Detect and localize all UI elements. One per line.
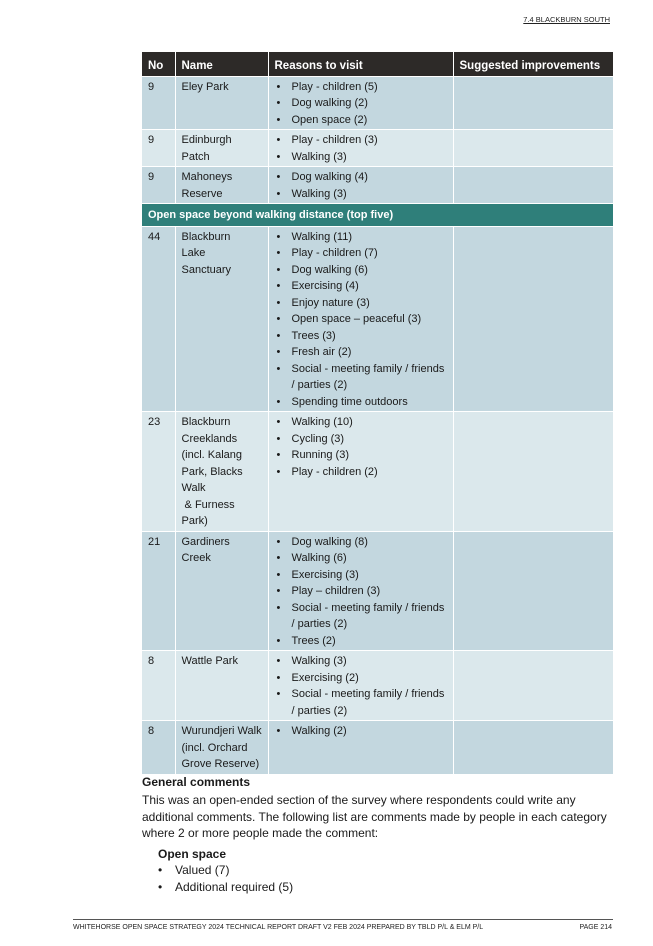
table-row <box>142 226 613 412</box>
site-name-line: Eley Park <box>181 80 229 93</box>
site-name-line: & Furness <box>181 498 235 511</box>
section-reference: 7.4 BLACKBURN SOUTH <box>523 15 610 24</box>
general-comments-heading: General comments <box>142 775 251 789</box>
footer-page-number: PAGE 214 <box>579 924 612 931</box>
reason-item: • Spending time outdoors <box>286 394 447 411</box>
reason-item: • Walking (11) <box>286 229 447 246</box>
reasons-list <box>275 414 447 480</box>
reason-item: • Walking (2) <box>286 723 447 740</box>
improvements-cell <box>453 76 613 130</box>
table-row <box>142 412 613 532</box>
reason-item: • Dog walking (2) <box>286 95 447 112</box>
site-name <box>175 130 268 167</box>
site-name <box>175 651 268 721</box>
reason-item: • Walking (3) <box>286 186 447 203</box>
site-name <box>175 226 268 412</box>
table-row <box>142 651 613 721</box>
reason-item: • Trees (2) <box>286 633 447 650</box>
reason-item: • Exercising (3) <box>286 567 447 584</box>
reason-item: • Cycling (3) <box>286 431 447 448</box>
list-item: • Valued (7) <box>158 862 293 879</box>
improvements-cell <box>453 412 613 532</box>
reason-item: • Enjoy nature (3) <box>286 295 447 312</box>
section-title: Open space beyond walking distance (top five) <box>142 204 613 227</box>
reasons-list <box>275 723 447 740</box>
general-comments-body: This was an open-ended section of the survey where respondents could write any additional comments. The following list are comments made by people in each category where 2 or more people made the comment: <box>142 793 607 840</box>
reason-item: • Play - children (2) <box>286 464 447 481</box>
site-name <box>175 167 268 204</box>
reason-item: • Social - meeting family / friends / parties (2) <box>286 600 447 633</box>
site-name-line: (incl. Kalang <box>181 449 243 461</box>
site-number: 8 <box>142 721 175 774</box>
improvements-cell <box>453 167 613 204</box>
site-name-line: Wurundjeri Walk <box>181 725 262 737</box>
site-name-line: Creeklands <box>181 432 238 445</box>
site-name <box>175 412 268 532</box>
site-name-line: (incl. Orchard <box>181 741 248 754</box>
site-name-line: Edinburgh <box>181 134 232 146</box>
col-header-reasons: Reasons to visit <box>268 52 453 76</box>
reasons-cell <box>268 226 453 412</box>
reason-item: • Dog walking (6) <box>286 262 447 279</box>
table-row <box>142 76 613 130</box>
reasons-cell <box>268 531 453 651</box>
open-space-heading: Open space <box>158 847 227 861</box>
site-number: 9 <box>142 76 175 130</box>
reasons-list <box>275 79 447 129</box>
reason-item: • Play - children (5) <box>286 79 447 96</box>
improvements-cell <box>453 531 613 651</box>
list-item: • Additional required (5) <box>158 879 293 896</box>
site-name <box>175 76 268 130</box>
reason-item: • Play - children (7) <box>286 245 447 262</box>
reason-item: • Dog walking (4) <box>286 169 447 186</box>
site-name-line: Park) <box>181 515 208 527</box>
site-name-line: Wattle Park <box>181 655 238 667</box>
reason-item: • Open space (2) <box>286 112 447 129</box>
reason-item: • Walking (10) <box>286 414 447 431</box>
table-row <box>142 531 613 651</box>
reasons-cell <box>268 167 453 204</box>
col-header-name: Name <box>175 52 268 76</box>
site-name-line: Patch <box>181 150 210 163</box>
reason-item: • Walking (6) <box>286 550 447 567</box>
site-name-line: Sanctuary <box>181 263 232 276</box>
reason-item: • Exercising (2) <box>286 670 447 687</box>
reason-item: • Social - meeting family / friends / parties (2) <box>286 686 447 719</box>
table-row <box>142 167 613 204</box>
reasons-cell <box>268 721 453 774</box>
reason-item: • Walking (3) <box>286 653 447 670</box>
reason-item: • Open space – peaceful (3) <box>286 311 447 328</box>
site-name-line: Walk <box>181 482 206 494</box>
site-number: 8 <box>142 651 175 721</box>
site-name-line: Mahoneys <box>181 171 233 183</box>
reason-item: • Trees (3) <box>286 328 447 345</box>
reason-item: • Dog walking (8) <box>286 534 447 551</box>
reasons-cell <box>268 651 453 721</box>
site-name-line: Creek <box>181 552 211 564</box>
improvements-cell <box>453 651 613 721</box>
improvements-cell <box>453 130 613 167</box>
reason-item: • Running (3) <box>286 447 447 464</box>
table-body <box>142 76 613 774</box>
site-number: 44 <box>142 226 175 412</box>
col-header-improvements: Suggested improvements <box>453 52 613 76</box>
col-header-no: No <box>142 52 175 76</box>
reasons-list <box>275 653 447 719</box>
site-name-line: Lake <box>181 247 206 259</box>
reasons-list <box>275 132 447 165</box>
reason-item: • Walking (3) <box>286 149 447 166</box>
section-row <box>142 204 613 227</box>
reason-item: • Exercising (4) <box>286 278 447 295</box>
visit-reasons-table <box>142 52 613 774</box>
site-number: 23 <box>142 412 175 532</box>
site-number: 21 <box>142 531 175 651</box>
reasons-list <box>275 169 447 202</box>
reasons-list <box>275 229 447 411</box>
site-number: 9 <box>142 167 175 204</box>
site-name-line: Gardiners <box>181 535 230 548</box>
site-name-line: Grove Reserve) <box>181 758 260 770</box>
site-name-line: Blackburn <box>181 416 231 428</box>
reason-item: • Fresh air (2) <box>286 344 447 361</box>
site-name <box>175 721 268 774</box>
table-row <box>142 721 613 774</box>
reason-item: • Social - meeting family / friends / parties (2) <box>286 361 447 394</box>
reasons-list <box>275 534 447 650</box>
site-name-line: Park, Blacks <box>181 465 243 478</box>
table-header-row <box>142 52 613 76</box>
reason-item: • Play - children (3) <box>286 132 447 149</box>
reasons-cell <box>268 130 453 167</box>
footer-divider <box>73 919 613 920</box>
improvements-cell <box>453 721 613 774</box>
footer-document-info: WHITEHORSE OPEN SPACE STRATEGY 2024 TECHNICAL REPORT DRAFT V2 FEB 2024 PREPARED BY TBLD P/L & ELM P/L <box>73 924 484 931</box>
site-name <box>175 531 268 651</box>
site-name-line: Blackburn <box>181 230 231 243</box>
site-name-line: Reserve <box>181 187 223 200</box>
table-row <box>142 130 613 167</box>
reasons-cell <box>268 76 453 130</box>
site-number: 9 <box>142 130 175 167</box>
reasons-cell <box>268 412 453 532</box>
open-space-comments-list <box>158 862 293 895</box>
reason-item: • Play – children (3) <box>286 583 447 600</box>
improvements-cell <box>453 226 613 412</box>
